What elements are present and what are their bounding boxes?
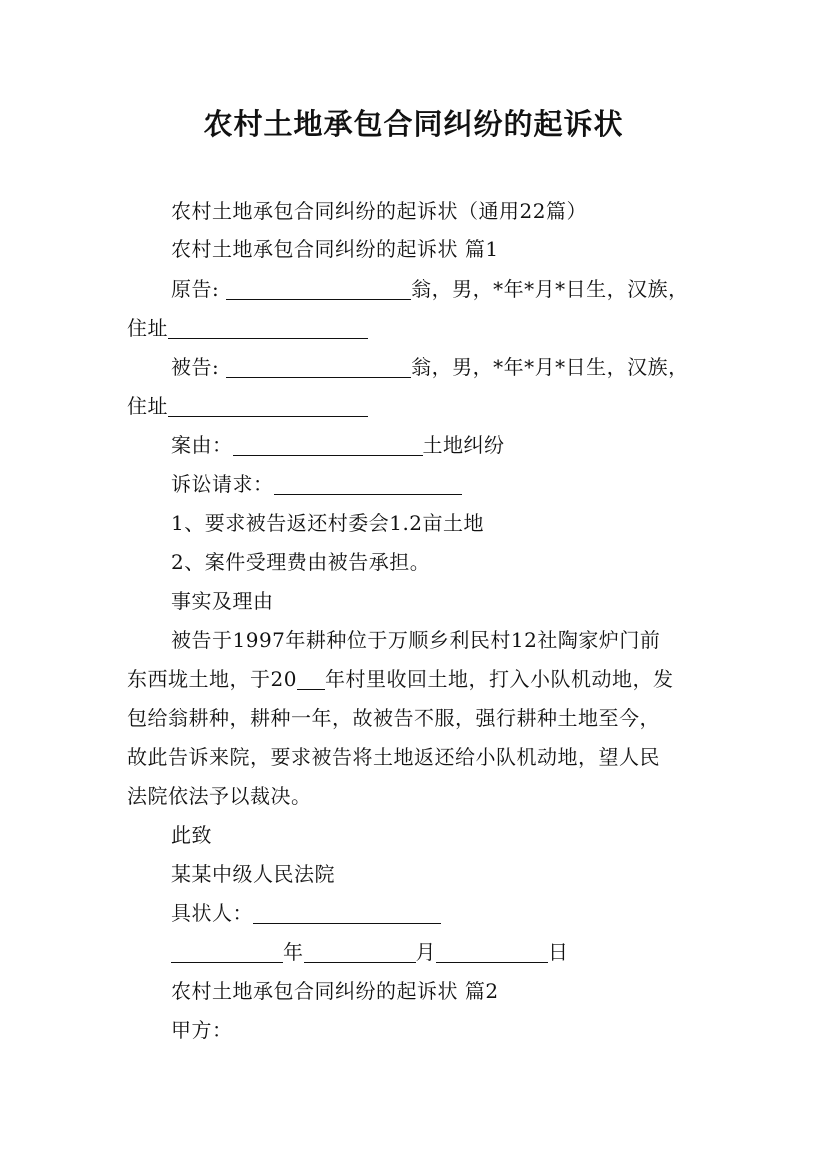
- defendant-address-blank: [168, 394, 368, 417]
- plaintiff-line: [171, 274, 689, 304]
- address-label: 住址: [127, 394, 168, 418]
- year-field-blank: [171, 940, 283, 963]
- facts-line-2b: 年村里收回土地，打入小队机动地，发: [324, 667, 674, 691]
- month-label: 月: [415, 940, 436, 964]
- signer-label: 具状人：: [171, 901, 253, 925]
- cause-blank: [233, 433, 423, 456]
- facts-heading: 事实及理由: [171, 589, 274, 613]
- facts-line-4: 故此告诉来院，要求被告将土地返还给小队机动地，望人民: [127, 745, 660, 769]
- day-field-blank: [436, 940, 548, 963]
- cause-label: 案由：: [171, 433, 233, 457]
- claims-line: [171, 469, 462, 499]
- year-label: 年: [283, 940, 304, 964]
- defendant-info: 翁，男，*年*月*日生，汉族，: [411, 355, 689, 379]
- document-title: 农村土地承包合同纠纷的起诉状: [203, 107, 624, 141]
- claim-2: 2、案件受理费由被告承担。: [171, 550, 431, 574]
- facts-line-3: 包给翁耕种，耕种一年，故被告不服，强行耕种土地至今，: [127, 706, 660, 730]
- facts-line-2a: 东西垅土地，于20: [127, 667, 297, 691]
- facts-line-2: [127, 664, 673, 694]
- month-field-blank: [304, 940, 416, 963]
- cause-text: 土地纠纷: [422, 433, 505, 457]
- plaintiff-address-line: [127, 313, 368, 343]
- plaintiff-address-blank: [168, 316, 368, 339]
- party-a-label: 甲方：: [171, 1018, 233, 1042]
- defendant-name-blank: [226, 355, 411, 378]
- section2-heading: 农村土地承包合同纠纷的起诉状 篇2: [171, 979, 499, 1003]
- claim-1: 1、要求被告返还村委会1.2亩土地: [171, 511, 485, 535]
- claims-blank: [274, 472, 462, 495]
- closing-line: 此致: [171, 823, 212, 847]
- date-line: [171, 937, 569, 967]
- plaintiff-info: 翁，男，*年*月*日生，汉族，: [411, 277, 689, 301]
- facts-line-1: 被告于1997年耕种位于万顺乡利民村12社陶家炉门前: [171, 628, 661, 652]
- claims-label: 诉讼请求：: [171, 472, 274, 496]
- day-label: 日: [548, 940, 569, 964]
- intro-line: 农村土地承包合同纠纷的起诉状（通用22篇）: [171, 199, 587, 223]
- court-line: 某某中级人民法院: [171, 862, 335, 886]
- cause-line: [171, 430, 505, 460]
- signer-line: [171, 898, 441, 928]
- section1-heading: 农村土地承包合同纠纷的起诉状 篇1: [171, 237, 499, 261]
- signer-blank: [253, 901, 441, 924]
- plaintiff-label: 原告:: [171, 277, 220, 301]
- address-label: 住址: [127, 316, 168, 340]
- year-blank: [297, 667, 325, 690]
- defendant-label: 被告:: [171, 355, 220, 379]
- plaintiff-name-blank: [226, 277, 411, 300]
- facts-line-5: 法院依法予以裁决。: [127, 784, 312, 808]
- defendant-line: [171, 352, 689, 382]
- defendant-address-line: [127, 391, 368, 421]
